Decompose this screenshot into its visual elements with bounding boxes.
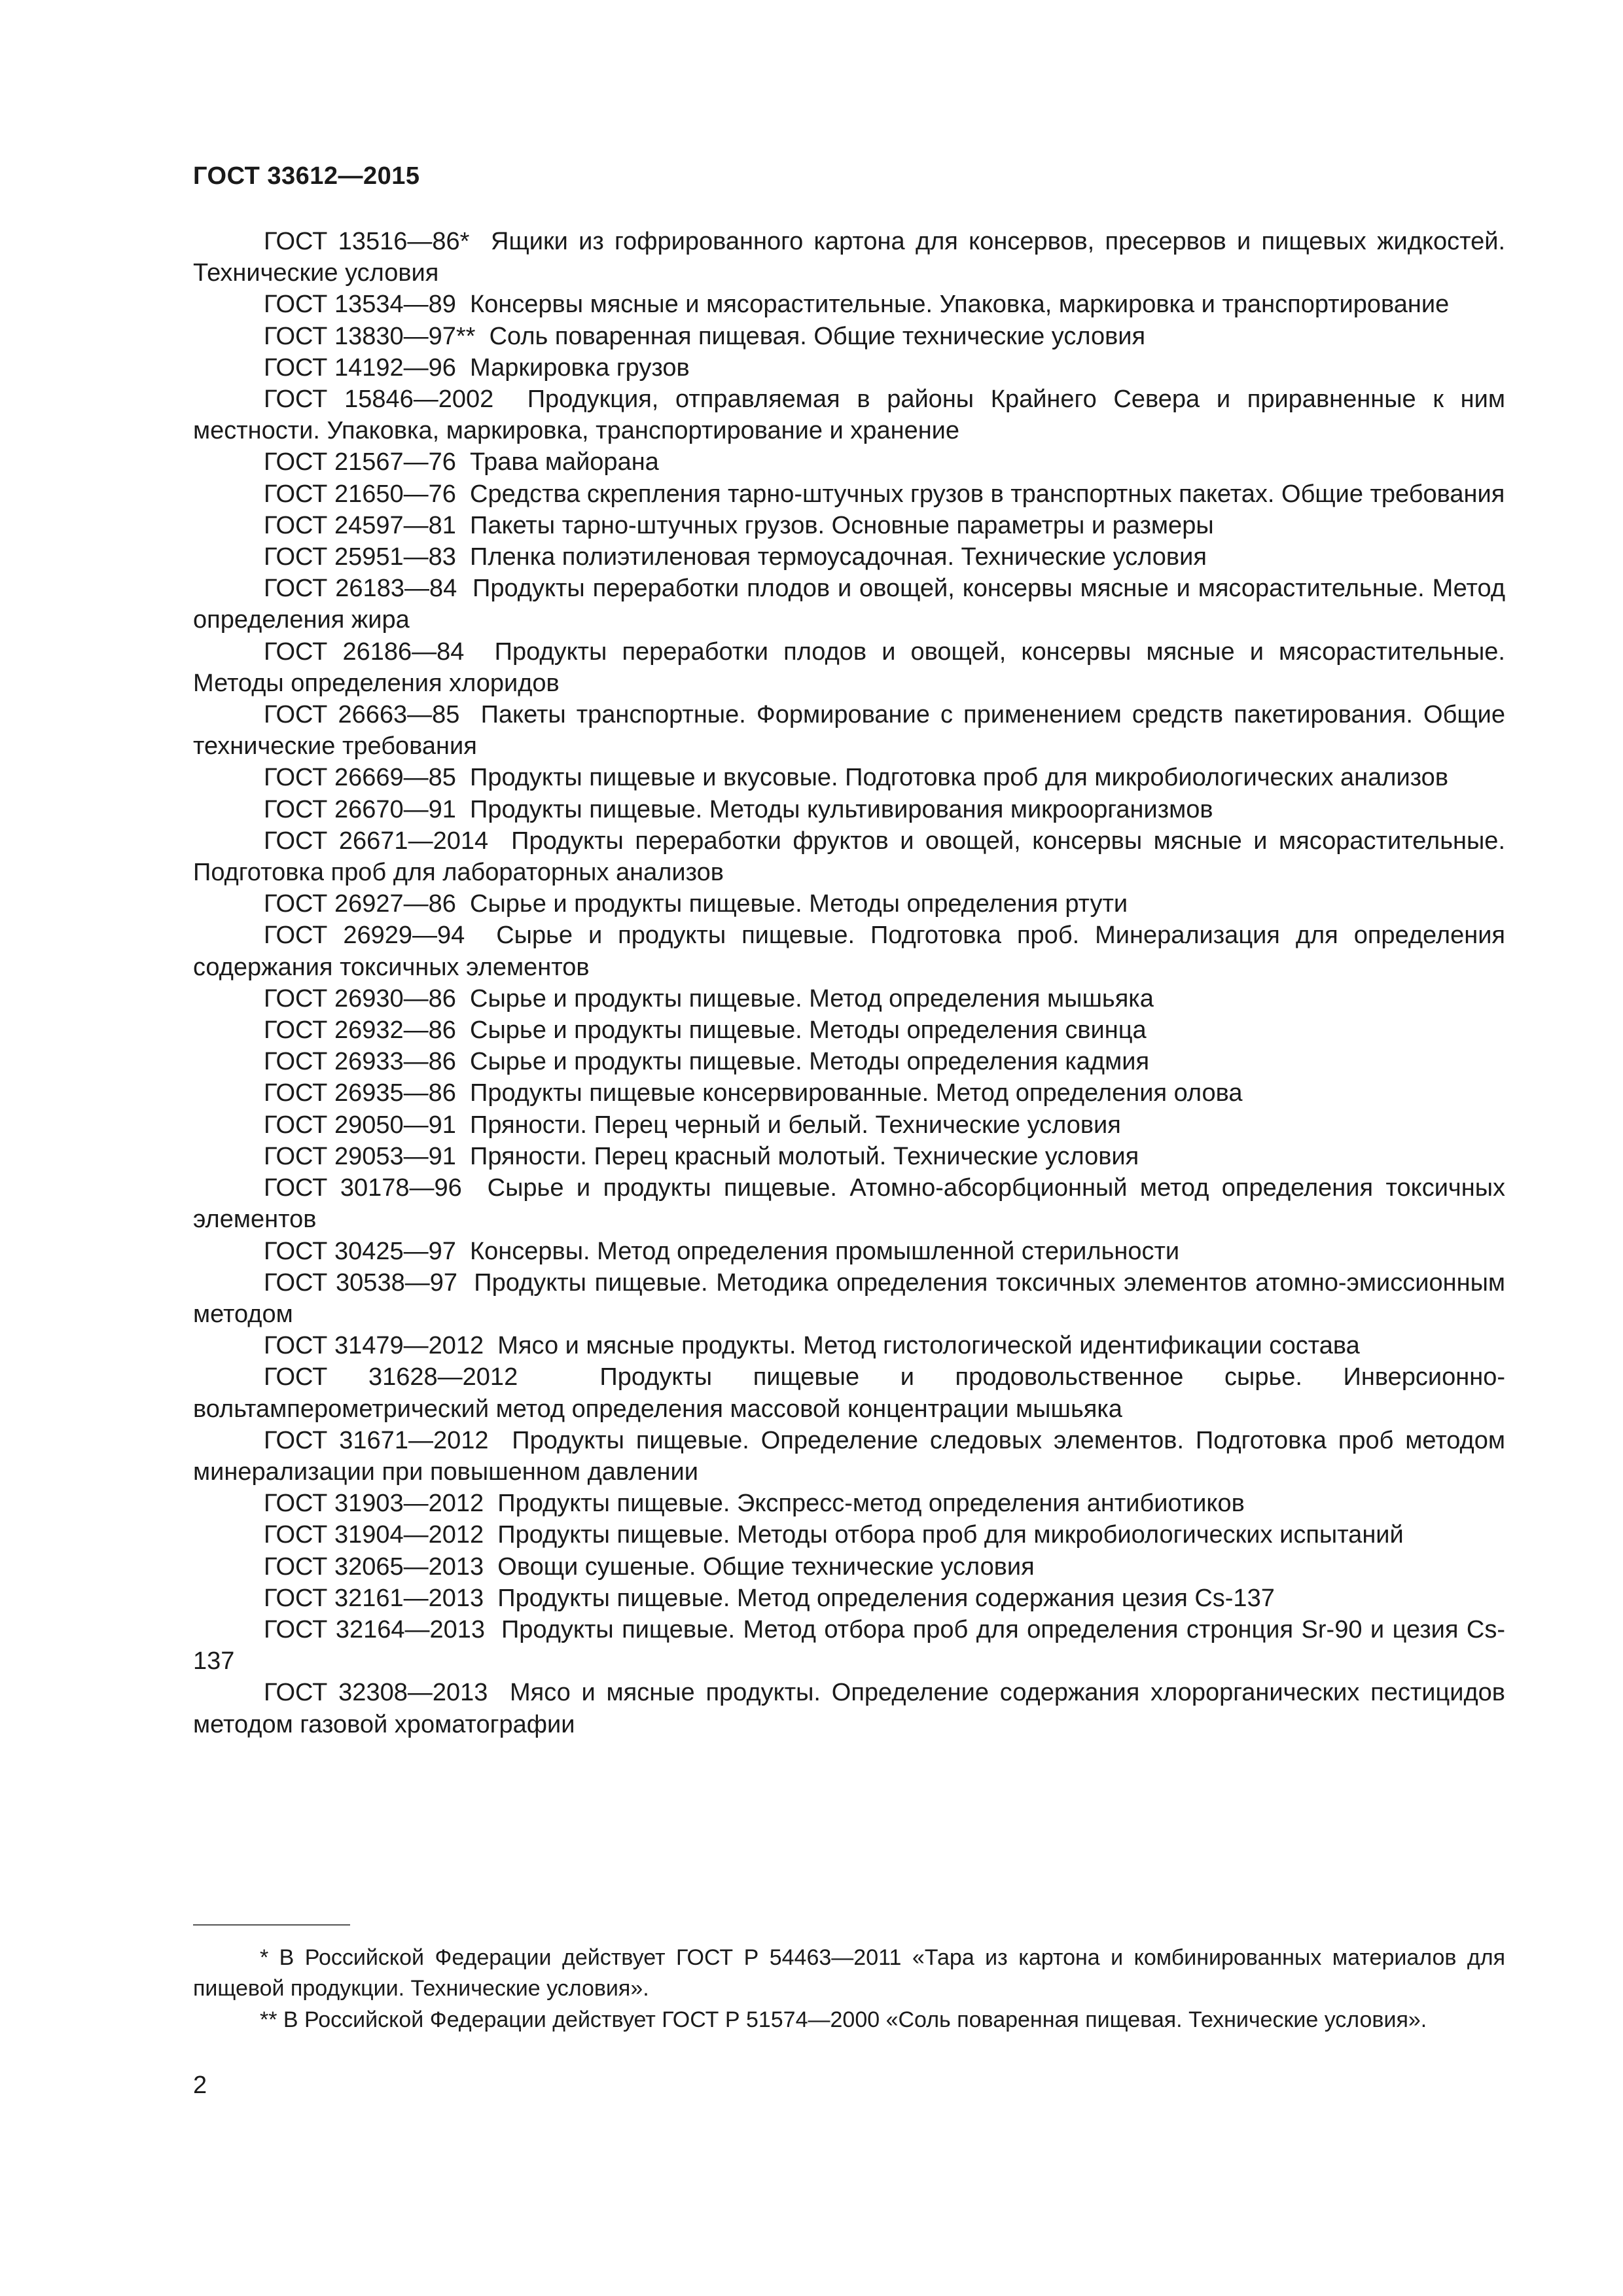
reference-title: Маркировка грузов <box>470 353 690 382</box>
reference-title: Сырье и продукты пищевые. Подготовка проб. Минерализация для определения содержания токсичных элементов <box>193 922 1506 981</box>
reference-item <box>193 510 1505 541</box>
reference-title: Продукты пищевые и вкусовые. Подготовка проб для микробиологических анализов <box>470 764 1449 792</box>
reference-title: Сырье и продукты пищевые. Метод определения мышьяка <box>470 984 1154 1013</box>
reference-item <box>193 573 1505 636</box>
reference-title: Пряности. Перец черный и белый. Технические условия <box>470 1111 1121 1139</box>
reference-code: ГОСТ 26927—86 <box>264 890 456 918</box>
reference-code: ГОСТ 32161—2013 <box>264 1584 484 1612</box>
reference-item <box>193 1361 1505 1424</box>
reference-item <box>193 1014 1505 1046</box>
reference-title: Продукты пищевые. Методы отбора проб для микробиологических испытаний <box>497 1521 1404 1549</box>
reference-title: Соль поваренная пищевая. Общие технические условия <box>489 322 1146 350</box>
reference-item <box>193 888 1505 920</box>
reference-code: ГОСТ 29050—91 <box>264 1111 456 1139</box>
reference-title: Сырье и продукты пищевые. Методы определения кадмия <box>470 1048 1150 1076</box>
reference-code: ГОСТ 26930—86 <box>264 984 456 1013</box>
reference-item <box>193 794 1505 825</box>
reference-code: ГОСТ 26933—86 <box>264 1048 456 1076</box>
reference-item <box>193 636 1505 699</box>
reference-code: ГОСТ 14192—96 <box>264 353 456 382</box>
reference-code: ГОСТ 32065—2013 <box>264 1552 484 1581</box>
reference-code: ГОСТ 31904—2012 <box>264 1521 484 1549</box>
reference-title: Продукты пищевые. Экспресс-метод определения антибиотиков <box>497 1490 1245 1518</box>
reference-code: ГОСТ 26932—86 <box>264 1016 456 1045</box>
reference-code: ГОСТ 26183—84 <box>264 575 457 603</box>
reference-code: ГОСТ 13534—89 <box>264 291 456 319</box>
reference-code: ГОСТ 30538—97 <box>264 1268 457 1297</box>
reference-title: Продукты переработки фруктов и овощей, консервы мясные и мясорастительные. Подготовка проб для лабораторных анализов <box>193 827 1505 887</box>
reference-item <box>193 1236 1505 1267</box>
reference-title: Средства скрепления тарно-штучных грузов в транспортных пакетах. Общие требования <box>470 480 1505 508</box>
reference-title: Продукты пищевые. Метод отбора проб для определения стронция Sr-90 и цезия Cs-137 <box>193 1615 1505 1676</box>
reference-item <box>193 384 1505 446</box>
reference-code: ГОСТ 30178—96 <box>264 1174 462 1202</box>
reference-title: Продукты пищевые и продовольственное сырье. Инверсионно-вольтамперометрический метод определения массовой концентрации мышьяка <box>193 1363 1505 1423</box>
reference-item <box>193 1677 1505 1740</box>
reference-code: ГОСТ 13830—97** <box>264 322 476 350</box>
reference-title: Продукты пищевые. Методы культивирования микроорганизмов <box>470 795 1213 823</box>
reference-item <box>193 1077 1505 1109</box>
reference-title: Сырье и продукты пищевые. Методы определения свинца <box>470 1016 1147 1045</box>
reference-code: ГОСТ 31479—2012 <box>264 1332 484 1360</box>
reference-item <box>193 1046 1505 1077</box>
reference-item <box>193 1172 1505 1235</box>
reference-item <box>193 1109 1505 1141</box>
reference-code: ГОСТ 15846—2002 <box>264 386 494 414</box>
reference-item <box>193 226 1505 289</box>
reference-item <box>193 1425 1505 1488</box>
reference-title: Продукты переработки плодов и овощей, консервы мясные и мясорастительные. Методы определения хлоридов <box>193 637 1505 697</box>
reference-code: ГОСТ 29053—91 <box>264 1142 456 1170</box>
reference-title: Пленка полиэтиленовая термоусадочная. Технические условия <box>470 543 1207 571</box>
reference-code: ГОСТ 13516—86* <box>264 228 470 255</box>
reference-title: Консервы. Метод определения промышленной стерильности <box>470 1237 1180 1265</box>
page-number: 2 <box>193 2072 207 2099</box>
reference-title: Мясо и мясные продукты. Метод гистологической идентификации состава <box>497 1332 1360 1360</box>
reference-item <box>193 478 1505 510</box>
reference-code: ГОСТ 26671—2014 <box>264 827 489 855</box>
reference-code: ГОСТ 24597—81 <box>264 511 456 539</box>
footnote-2: ** В Российской Федерации действует ГОСТ Р 51574—2000 «Соль поваренная пищевая. Технические условия». <box>260 2007 1427 2032</box>
reference-code: ГОСТ 26929—94 <box>264 922 465 950</box>
reference-code: ГОСТ 31903—2012 <box>264 1490 484 1518</box>
reference-item <box>193 825 1505 888</box>
reference-code: ГОСТ 25951—83 <box>264 543 456 571</box>
reference-item <box>193 1488 1505 1519</box>
reference-code: ГОСТ 26670—91 <box>264 795 456 823</box>
reference-title: Пряности. Перец красный молотый. Технические условия <box>470 1142 1139 1170</box>
reference-item <box>193 541 1505 573</box>
reference-title: Сырье и продукты пищевые. Методы определения ртути <box>470 890 1128 918</box>
reference-title: Продукты пищевые. Методика определения токсичных элементов атомно-эмиссионным методом <box>193 1268 1506 1328</box>
reference-title: Ящики из гофрированного картона для консервов, пресервов и пищевых жидкостей. Технические условия <box>193 228 1505 287</box>
footnote-divider <box>193 1924 350 1926</box>
document-header: ГОСТ 33612—2015 <box>193 162 420 190</box>
reference-code: ГОСТ 26935—86 <box>264 1079 456 1107</box>
reference-item <box>193 321 1505 352</box>
reference-title: Трава майорана <box>470 448 659 476</box>
reference-item <box>193 446 1505 478</box>
reference-item <box>193 1583 1505 1614</box>
reference-title: Пакеты тарно-штучных грузов. Основные параметры и размеры <box>470 511 1214 539</box>
reference-title: Продукты пищевые консервированные. Метод определения олова <box>470 1079 1243 1107</box>
reference-code: ГОСТ 21650—76 <box>264 480 456 508</box>
reference-item <box>193 352 1505 384</box>
reference-item <box>193 983 1505 1014</box>
reference-title: Продукты пищевые. Определение следовых элементов. Подготовка проб методом минерализации при повышенном давлении <box>193 1426 1505 1486</box>
reference-title: Овощи сушеные. Общие технические условия <box>497 1552 1035 1581</box>
footnotes <box>193 1943 1505 2036</box>
reference-item <box>193 1614 1505 1677</box>
reference-item <box>193 1330 1505 1361</box>
reference-code: ГОСТ 31671—2012 <box>264 1426 489 1454</box>
reference-code: ГОСТ 31628—2012 <box>264 1363 518 1391</box>
reference-code: ГОСТ 32164—2013 <box>264 1615 486 1643</box>
reference-item <box>193 1267 1505 1330</box>
reference-item <box>193 920 1505 982</box>
normative-references-list <box>193 226 1505 1740</box>
reference-code: ГОСТ 21567—76 <box>264 448 456 476</box>
reference-title: Продукция, отправляемая в районы Крайнего Севера и приравненные к ним местности. Упаковка, маркировка, транспортирование и хранение <box>193 386 1506 445</box>
reference-item <box>193 1141 1505 1172</box>
reference-title: Пакеты транспортные. Формирование с применением средств пакетирования. Общие технические требования <box>193 701 1505 761</box>
reference-item <box>193 699 1505 762</box>
reference-title: Сырье и продукты пищевые. Атомно-абсорбционный метод определения токсичных элементов <box>193 1174 1506 1234</box>
reference-item <box>193 762 1505 793</box>
reference-code: ГОСТ 30425—97 <box>264 1237 456 1265</box>
reference-title: Продукты пищевые. Метод определения содержания цезия Cs-137 <box>497 1584 1275 1612</box>
reference-code: ГОСТ 32308—2013 <box>264 1679 488 1707</box>
reference-item <box>193 1551 1505 1583</box>
reference-code: ГОСТ 26186—84 <box>264 637 465 666</box>
reference-title: Мясо и мясные продукты. Определение содержания хлорорганических пестицидов методом газовой хроматографии <box>193 1679 1505 1738</box>
reference-item <box>193 289 1505 320</box>
reference-title: Консервы мясные и мясорастительные. Упаковка, маркировка и транспортирование <box>470 291 1450 319</box>
reference-title: Продукты переработки плодов и овощей, консервы мясные и мясорастительные. Метод определения жира <box>193 575 1505 634</box>
reference-code: ГОСТ 26663—85 <box>264 701 460 729</box>
reference-code: ГОСТ 26669—85 <box>264 764 456 792</box>
footnote-1: * В Российской Федерации действует ГОСТ Р 54463—2011 «Тара из картона и комбинированных материалов для пищевой продукции. Технические условия». <box>193 1945 1505 2001</box>
reference-item <box>193 1519 1505 1551</box>
